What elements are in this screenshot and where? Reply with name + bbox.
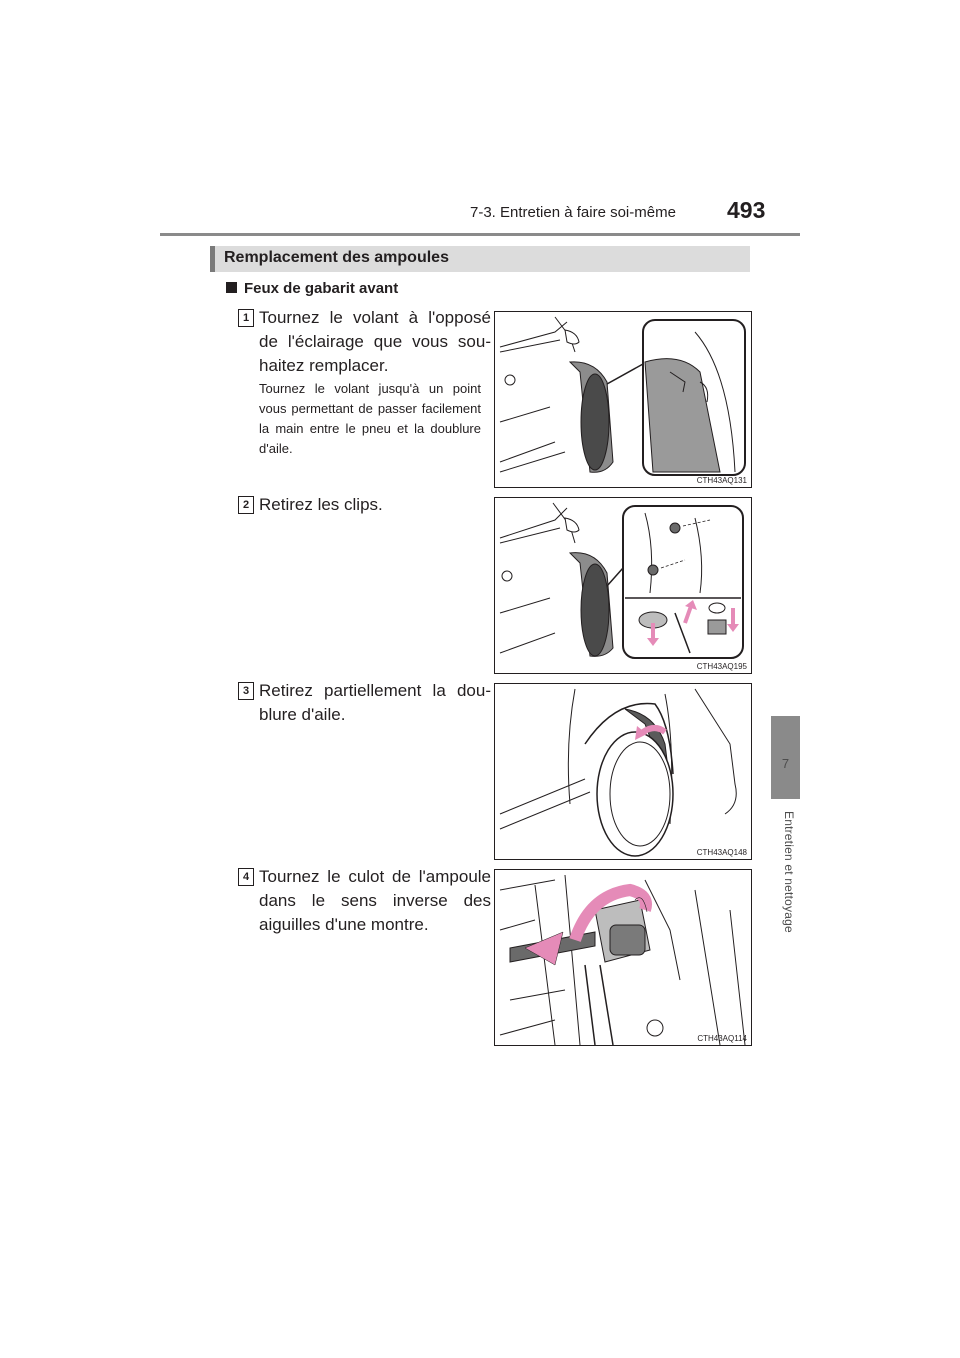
step-number-4: 4 <box>238 868 254 886</box>
chapter-tab-number: 7 <box>781 756 790 771</box>
figure-2-drawing <box>495 498 751 673</box>
figure-3-drawing <box>495 684 751 859</box>
subheading <box>226 280 398 297</box>
figure-1 <box>494 311 752 488</box>
figure-4-drawing <box>495 870 751 1045</box>
step-1-note: Tournez le volant jusqu'à un point vous permettant de passer facilement la main entre le pneu et la doublure d'aile. <box>259 381 481 456</box>
section-title-accent <box>210 246 215 272</box>
step-3-text: Retirez partiellement la dou-blure d'aile. <box>259 681 491 724</box>
step-1-text: Tournez le volant à l'opposé de l'éclairage que vous sou-haitez remplacer. <box>259 308 491 375</box>
square-bullet-icon <box>226 282 237 293</box>
step-2-text: Retirez les clips. <box>259 495 383 514</box>
subheading-text: Feux de gabarit avant <box>244 280 399 297</box>
figure-3-code: CTH43AQ148 <box>696 848 747 857</box>
figure-3 <box>494 683 752 860</box>
figure-2-code: CTH43AQ195 <box>696 662 747 671</box>
figure-1-drawing <box>495 312 751 487</box>
step-number-3: 3 <box>238 682 254 700</box>
step-4-text: Tournez le culot de l'ampoule dans le sens inverse des aiguilles d'une montre. <box>259 867 491 934</box>
section-title: Remplacement des ampoules <box>224 249 449 266</box>
step-number-2: 2 <box>238 496 254 514</box>
running-header-section: 7-3. Entretien à faire soi-même <box>470 204 676 221</box>
figure-2 <box>494 497 752 674</box>
figure-4-code: CTH43AQ114 <box>697 1034 747 1043</box>
header-rule <box>160 233 800 236</box>
step-number-1: 1 <box>238 309 254 327</box>
chapter-tab-label: Entretien et nettoyage <box>782 811 796 933</box>
figure-1-code: CTH43AQ131 <box>696 476 747 485</box>
page-number: 493 <box>727 197 766 223</box>
figure-4 <box>494 869 752 1046</box>
